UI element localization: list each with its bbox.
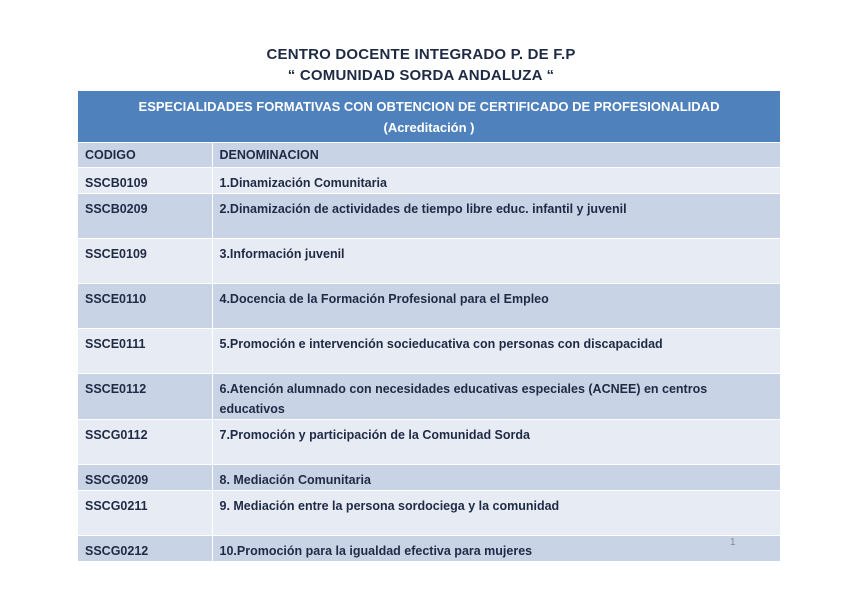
table-title xyxy=(78,91,780,143)
row-code: SSCB0209 xyxy=(78,194,212,239)
table-row xyxy=(78,420,780,465)
table-title-line2: (Acreditación ) xyxy=(383,119,475,135)
row-name: 9. Mediación entre la persona sordociega y la comunidad xyxy=(212,491,780,536)
table-row xyxy=(78,374,780,420)
row-name: 1.Dinamización Comunitaria xyxy=(212,168,780,194)
row-code: SSCE0111 xyxy=(78,329,212,374)
table-row xyxy=(78,239,780,284)
row-name: 7.Promoción y participación de la Comunidad Sorda xyxy=(212,420,780,465)
table-title-row xyxy=(78,91,780,143)
row-code: SSCB0109 xyxy=(78,168,212,194)
column-header-code: CODIGO xyxy=(78,143,212,168)
row-code: SSCE0112 xyxy=(78,374,212,420)
row-name: 4.Docencia de la Formación Profesional para el Empleo xyxy=(212,284,780,329)
row-name: 10.Promoción para la igualdad efectiva para mujeres xyxy=(212,536,780,562)
document-title-line2: “ COMUNIDAD SORDA ANDALUZA “ xyxy=(287,67,555,84)
table-row xyxy=(78,536,780,562)
table-title-line1: ESPECIALIDADES FORMATIVAS CON OBTENCION DE CERTIFICADO DE PROFESIONALIDAD xyxy=(138,98,720,114)
document-title-line1: CENTRO DOCENTE INTEGRADO P. DE F.P xyxy=(266,46,576,63)
row-code: SSCG0212 xyxy=(78,536,212,562)
row-code: SSCG0211 xyxy=(78,491,212,536)
row-code: SSCG0209 xyxy=(78,465,212,491)
specialties-table xyxy=(78,91,780,561)
table-row xyxy=(78,168,780,194)
column-header-row xyxy=(78,143,780,168)
row-name: 2.Dinamización de actividades de tiempo libre educ. infantil y juvenil xyxy=(212,194,780,239)
page-number: 1 xyxy=(730,537,736,548)
row-name: 6.Atención alumnado con necesidades educativas especiales (ACNEE) en centros educativos xyxy=(212,374,780,420)
row-name: 8. Mediación Comunitaria xyxy=(212,465,780,491)
table-row xyxy=(78,465,780,491)
table-row xyxy=(78,284,780,329)
row-code: SSCG0112 xyxy=(78,420,212,465)
row-code: SSCE0109 xyxy=(78,239,212,284)
table-row xyxy=(78,194,780,239)
table-row xyxy=(78,491,780,536)
row-name: 3.Información juvenil xyxy=(212,239,780,284)
table-row xyxy=(78,329,780,374)
row-code: SSCE0110 xyxy=(78,284,212,329)
column-header-name: DENOMINACION xyxy=(212,143,780,168)
row-name: 5.Promoción e intervención socieducativa con personas con discapacidad xyxy=(212,329,780,374)
